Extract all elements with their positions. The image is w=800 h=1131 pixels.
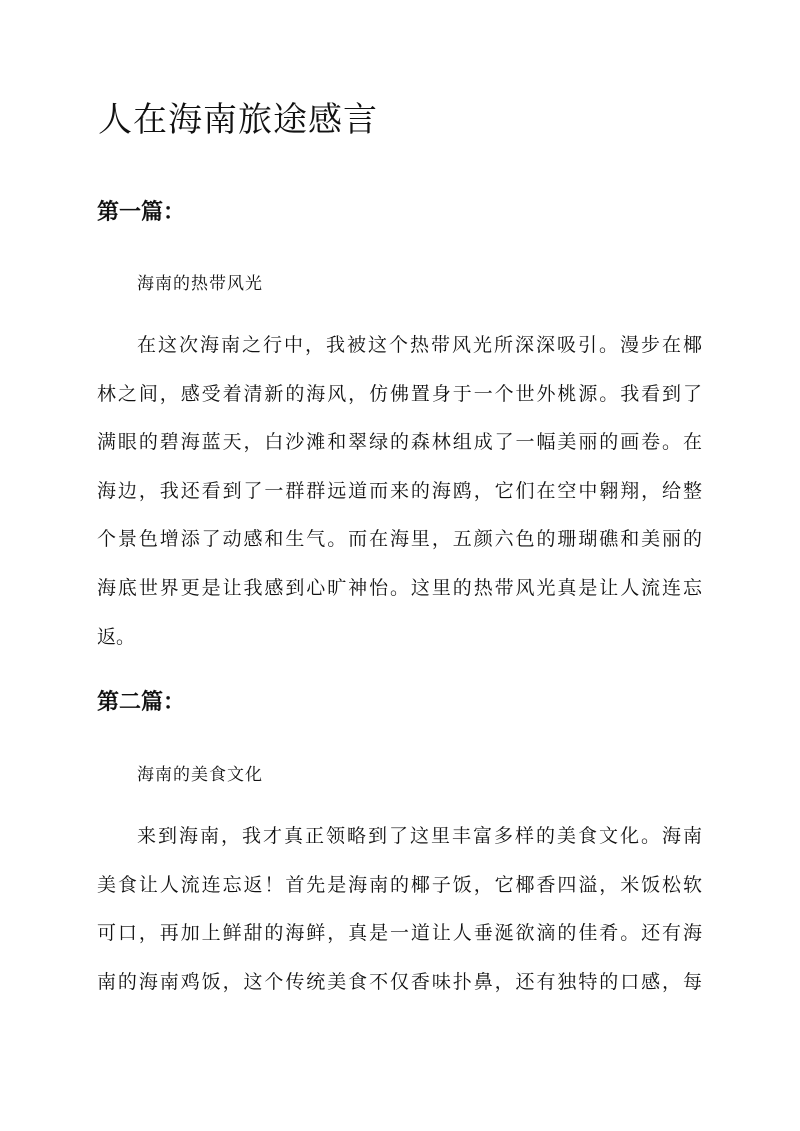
paragraph-line: 在这次海南之行中，我被这个热带风光所深深吸引。漫步在椰: [137, 334, 702, 356]
paragraph-line: 来到海南，我才真正领略到了这里丰富多样的美食文化。海南: [137, 825, 702, 847]
paragraph-line: 南的海南鸡饭，这个传统美食不仅香味扑鼻，还有独特的口感，每: [97, 970, 702, 993]
document-title: 人在海南旅途感言: [98, 100, 378, 140]
paragraph-line: 满眼的碧海蓝天，白沙滩和翠绿的森林组成了一幅美丽的画卷。在: [97, 431, 702, 454]
section-2-heading: 第二篇：: [97, 689, 186, 715]
paragraph-line: 海边，我还看到了一群群远道而来的海鸥，它们在空中翱翔，给整: [97, 479, 702, 502]
paragraph-line: 林之间，感受着清新的海风，仿佛置身于一个世外桃源。我看到了: [97, 382, 702, 405]
paragraph-line: 美食让人流连忘返！首先是海南的椰子饭，它椰香四溢，米饭松软: [97, 873, 702, 896]
section-1-paragraph: [97, 321, 702, 661]
section-2-paragraph: [97, 812, 702, 1006]
section-2-subtitle: 海南的美食文化: [137, 765, 263, 785]
section-1-heading: 第一篇：: [97, 199, 186, 225]
section-1-subtitle: 海南的热带风光: [137, 274, 263, 294]
paragraph-line: 海底世界更是让我感到心旷神怡。这里的热带风光真是让人流连忘: [97, 576, 702, 599]
paragraph-line: 返。: [97, 625, 136, 648]
paragraph-line: 个景色增添了动感和生气。而在海里，五颜六色的珊瑚礁和美丽的: [97, 528, 702, 551]
paragraph-line: 可口，再加上鲜甜的海鲜，真是一道让人垂涎欲滴的佳肴。还有海: [97, 922, 702, 945]
